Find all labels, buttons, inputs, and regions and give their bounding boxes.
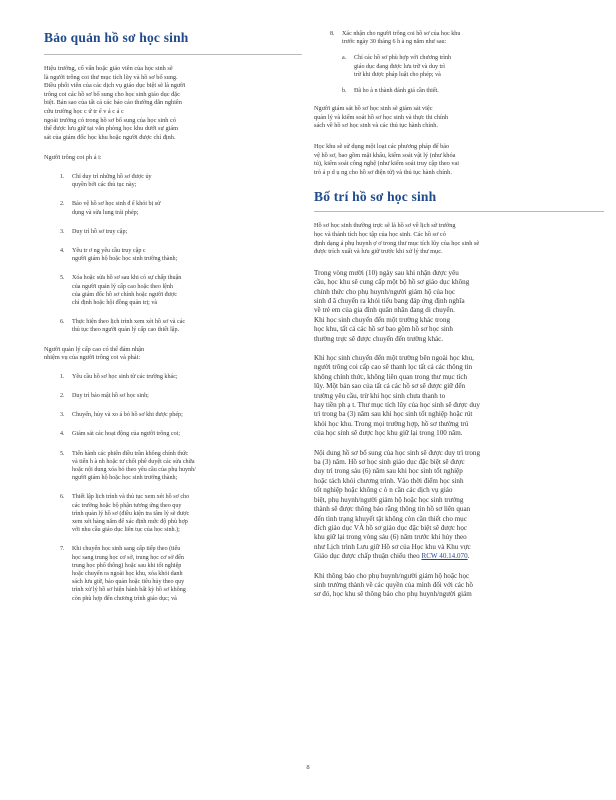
list-number: 5. xyxy=(60,450,65,457)
section-title-maintenance: Bảo quản hồ sơ học sinh xyxy=(44,30,189,45)
list-number: 7. xyxy=(60,546,65,553)
list-item-text: Yêu cầu hồ sơ học sinh từ các trường khác; xyxy=(72,373,178,380)
sub-list-text: Chỉ các hồ sơ phù hợp với chương trình giáo dục đang được lưu trữ và duy trì trừ khi được pháp luật cho phép; và xyxy=(354,55,452,78)
page-number: 8 xyxy=(306,764,310,771)
list-number: 8. xyxy=(330,31,335,37)
list-number: 2. xyxy=(60,392,65,399)
list-item-text: Tiến hành các phiên điều trần không chính thức và tiến h à nh hoặc tư chối phê duyệt các sửa chữa hoặc nội dung xóa bỏ theo yêu cầu của phụ huynh/ người giám hộ hoặc học sinh trưởng thành; xyxy=(72,450,196,482)
disposition-paragraph-1: Hồ sơ học sinh thường trực sẽ là hồ sơ về lịch sử trường học và thành tích học tập của học sinh. Các hồ sơ có định dạng ả phụ huynh ợ ơ trong thư mục tích lũy của học sinh sẽ được trích xuất và lưu giữ trước khi xử lý thư mục. xyxy=(314,222,480,256)
list-number: 1. xyxy=(60,173,65,180)
list-item xyxy=(44,200,302,216)
list-item xyxy=(44,247,302,263)
list-item xyxy=(44,373,302,381)
list-number: 1. xyxy=(60,373,65,380)
disposition-paragraph-3: Khi học sinh chuyển đến một trường bên ngoài học khu, người trông coi cấp cao sẽ thanh lọc tất cả các thông tin không chính thức, không liên quan trong thư mục tích lũy. Một bản sao của tất cả các hồ sơ sẽ được giữ đến trường yêu cầu, trừ khi học sinh chưa thanh to hay tiền ph ạ t. Thư mục tích lũy của học sinh sẽ được duy trì trong ba (3) năm sau khi học sinh tốt nghiệp hoặc rút khỏi học khu. Trong mọi trường hợp, hồ sơ thường trú của học sinh sẽ được học khu giữ lại trong 100 năm. xyxy=(314,354,480,438)
custodian-lead: Người trông coi ph á i: xyxy=(44,154,102,162)
list-item xyxy=(44,411,302,419)
list-item xyxy=(44,318,302,334)
list-item-text: Duy trì bảo mật hồ sơ học sinh; xyxy=(72,392,149,399)
list-number: 6. xyxy=(60,494,65,501)
list-item xyxy=(44,392,302,400)
paragraph-text: Nội dung hồ sơ bổ sung của học sinh sẽ được duy trì trong ba (3) năm. Hồ sơ học sinh giáo dục đặc biệt sẽ được duy trì trong sáu (6) năm sau khi học sinh tốt nghiệp hoặc tách khỏi chương trình. Vào thời điểm học sinh tốt nghiệp hoặc không c ò n cần các dịch vụ giáo biệt, phụ huynh/người giám hộ hoặc học sinh trưởng thành sẽ được thông báo rằng thông tin hồ sơ liên quan đến tình trạng khuyết tật không còn cần thiết cho mục đích giáo dục VÀ hồ sơ giáo dục đặc biệt sẽ được học khu giữ lại trong vòng sáu (6) năm trước khi hủy theo như Lịch trình Lưu giữ Hồ sơ của Học khu và Khu vực Giáo dục được chấp thuận chiếu theo xyxy=(314,448,481,561)
rcw-link[interactable]: RCW 40.14.070 xyxy=(421,552,468,561)
list-number: 5. xyxy=(60,275,65,282)
paragraph-text-end: . xyxy=(467,552,470,561)
intro-paragraph: Hiệu trưởng, cố vấn hoặc giáo viên của học sinh sẽ là người trông coi thư mục tích lũy và hồ sơ bổ sung. Điều phối viên của các dịch vụ giáo dục biệt sẽ là người trông coi các hồ sơ bổ sung cho học sinh giáo dục đặc biệt. Bản sao của tất cả các báo cáo thường dẫn nghiên cứu trường học c ứ tr ể v á c ả c ngoài trường có trong hồ sơ bổ sung của học sinh có thể được lưu giữ tại văn phòng học khu dưới sự giám sát của giám đốc học khu hoặc người được chỉ định. xyxy=(44,65,186,141)
disposition-paragraph-5: Khi thông báo cho phụ huynh/người giám hộ hoặc học sinh trưởng thành về các quyền của mình đối với các hồ sơ đó, học khu sẽ thông báo cho phụ huynh/người giám xyxy=(314,571,473,599)
list-item-text: Giám sát các hoạt động của người trông coi; xyxy=(72,431,181,438)
custodian-duties-list xyxy=(44,173,302,335)
sub-list-text: Đã ho à n thành đánh giá cần thiết. xyxy=(354,88,439,95)
list-item-text: Yêu tr ơ ng yêu cầu truy cập c người giám hộ hoặc học sinh trường thành; xyxy=(72,247,178,263)
list-item xyxy=(314,30,604,46)
list-item-text: Xác nhận cho người trông coi hồ sơ của học khu trước ngày 30 tháng 6 h à ng năm như sau: xyxy=(342,31,461,46)
list-item xyxy=(44,173,302,189)
list-item-text: Thực hiện theo lịch trình xem xét hồ sơ và các thủ tục theo người quản lý cấp cao thiết lập. xyxy=(72,319,186,334)
confirmation-sub-list xyxy=(314,54,604,95)
security-paragraph: Học khu sẽ sử dụng một loạt các phương pháp để bảo vệ hồ sơ, bao gồm mật khẩu, kiểm soát vật lý (như khóa tủ), kiểm soát công nghệ (như kiểm soát truy cập theo vai trò ả p d ụ ng cho hồ sơ điện tử) và thủ tục hành chính. xyxy=(314,143,460,176)
list-item xyxy=(44,545,302,602)
list-item xyxy=(44,493,302,534)
section-title-disposition: Bố trí hồ sơ học sinh xyxy=(314,189,437,205)
list-item xyxy=(44,228,302,236)
title-rule xyxy=(44,54,302,55)
list-item xyxy=(44,274,302,307)
list-item-text: Khi chuyển học sinh sang cấp tiếp theo (tiểu học sang trung học cơ sở, trung học cơ sở đến trung học phổ thông) hoặc sau khi tốt nghiệp hoặc chuyển ra ngoài học khu, xóa khỏi danh sách lưu giữ, bảo quản hoặc tiêu hủy theo quy trình xử lý hồ sơ hiện hành bất kỳ hồ sơ không còn phù hợp đến chương trình giáo dục; và xyxy=(72,546,186,602)
disposition-paragraph-2: Trong vòng mười (10) ngày sau khi nhận được yêu cầu, học khu sẽ cung cấp một bộ hồ sơ giáo dục không chính thức cho phụ huynh/người giám hộ của học sinh đ ã chuyển ra khỏi tiểu bang đáp ứng định nghĩa về trẻ em của gia đình quân nhân đang di chuyển. Khi học sinh chuyển đến một trường khác trong học khu, tất cả các hồ sơ bao gồm hồ sơ học sinh thường trực sẽ được chuyển đến trường khác. xyxy=(314,268,470,343)
list-number: 3. xyxy=(60,228,65,235)
title-rule xyxy=(314,211,604,212)
list-item-text: Chuyển, hủy và xo á bỏ hồ sơ khi được phép; xyxy=(72,412,183,419)
left-column xyxy=(44,30,302,614)
sub-list-item xyxy=(328,54,604,79)
list-number: 3. xyxy=(60,412,65,419)
list-item xyxy=(44,450,302,483)
sub-list-item xyxy=(328,87,604,95)
monitor-paragraph: Người giám sát hồ sơ học sinh sẽ giám sát việc quản lý và kiểm soát hồ sơ học sinh và thực thi chính sách về hồ sơ học sinh và các thủ tục hành chính. xyxy=(314,105,449,130)
list-number: 4. xyxy=(60,431,65,438)
continued-duties-list xyxy=(314,30,604,46)
list-number: 6. xyxy=(60,319,65,326)
list-item-text: Chỉ duy trì những hồ sơ được ủy quyền bởi các thủ tục này; xyxy=(72,173,152,189)
list-item-text: Xóa hoặc sửa hồ sơ sau khi có sự chấp thuận của người quản lý cấp cao hoặc theo lệnh của giám đốc hồ sơ chính hoặc người được chỉ định hoặc hội đồng quản trị; và xyxy=(72,275,182,306)
right-column xyxy=(314,30,604,610)
list-item-text: Duy trì hồ sơ truy cập; xyxy=(72,228,128,235)
list-item-text: Bảo vệ hồ sơ học sinh đ ể khỏi bị sử dụng và sửa lung trái phép; xyxy=(72,201,161,216)
senior-custodian-duties-list xyxy=(44,373,302,603)
list-item xyxy=(44,430,302,438)
list-number: 4. xyxy=(60,247,65,254)
list-item-text: Thiết lập lịch trình và thủ tục xem xét hồ sơ cho các trường hoặc bộ phận tương ứng theo quy trình quản lý hồ sơ (điều kiện tra tâm lý sẽ được xem xét hàng năm để xác định mức độ phù hợp với nhu cầu giáo dục liên tục của học sinh.); xyxy=(72,494,190,534)
sub-list-letter: a. xyxy=(342,55,347,62)
senior-custodian-lead: Người quản lý cấp cao có thể đảm nhận nhiệm vụ của người trông coi và phải: xyxy=(44,345,145,362)
sub-list-letter: b. xyxy=(342,88,347,95)
disposition-paragraph-4 xyxy=(314,449,604,562)
list-number: 2. xyxy=(60,201,65,208)
